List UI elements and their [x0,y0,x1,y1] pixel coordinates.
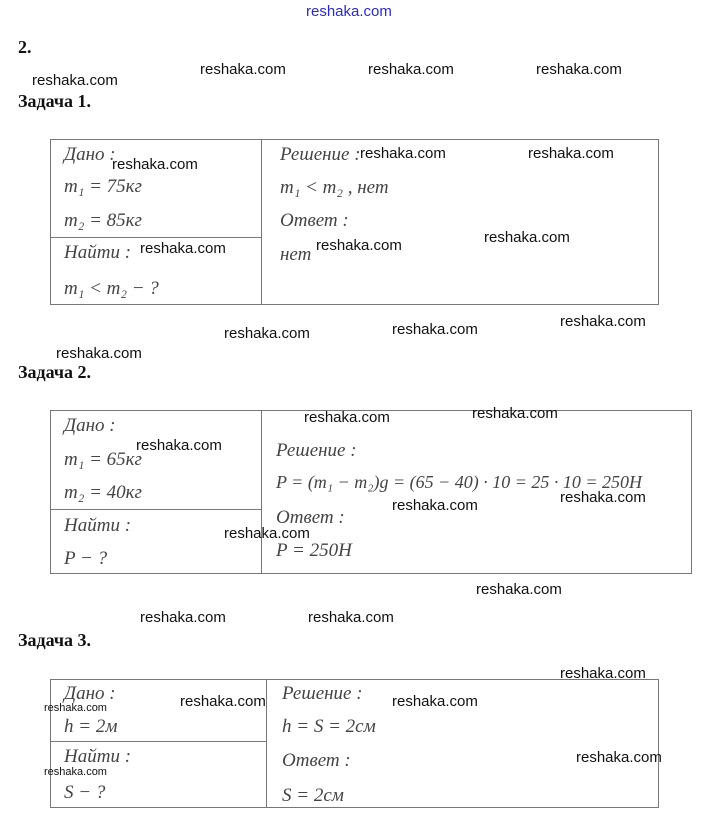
task3-solution-label: Решение : [282,683,363,704]
watermark: reshaka.com [576,749,662,766]
task1-answer-value: нет [280,244,312,265]
watermark: reshaka.com [472,405,558,422]
task1-answer-label: Ответ : [280,210,349,231]
site-link[interactable]: reshaka.com [306,3,392,20]
task1-find-value: m₁ < m₂ − ? [64,278,159,299]
task3-given-label: Дано : [64,683,116,704]
watermark: reshaka.com [528,145,614,162]
task1-find-label: Найти : [64,242,132,263]
task2-given-mass1: m₁ = 65кг [64,449,142,470]
watermark: reshaka.com [316,237,402,254]
watermark: reshaka.com [44,766,107,778]
watermark: reshaka.com [368,61,454,78]
watermark: reshaka.com [560,489,646,506]
task2-find-value: P − ? [64,548,108,569]
watermark: reshaka.com [140,609,226,626]
task3-answer-value: S = 2см [282,785,344,806]
watermark: reshaka.com [32,72,118,89]
task2-answer-label: Ответ : [276,507,345,528]
watermark: reshaka.com [180,693,266,710]
task2-solution-label: Решение : [276,440,357,461]
task2-given-label: Дано : [64,415,116,436]
task3-title: Задача 3. [18,630,92,650]
watermark: reshaka.com [392,321,478,338]
watermark: reshaka.com [140,240,226,257]
watermark: reshaka.com [476,581,562,598]
task3-solution-line: h = S = 2см [282,716,376,737]
watermark: reshaka.com [224,525,310,542]
watermark: reshaka.com [308,609,394,626]
task3-divider [266,679,267,808]
task3-find-label: Найти : [64,746,132,767]
watermark: reshaka.com [560,313,646,330]
watermark: reshaka.com [360,145,446,162]
task2-solution-line: P = (m₁ − m₂)g = (65 − 40) · 10 = 25 · 10 = 250H [276,472,643,492]
watermark: reshaka.com [560,665,646,682]
watermark: reshaka.com [200,61,286,78]
task2-title: Задача 2. [18,362,92,382]
watermark: reshaka.com [56,345,142,362]
task1-given-find-divider [50,237,261,238]
watermark: reshaka.com [392,693,478,710]
task3-find-value: S − ? [64,782,106,803]
task2-given-find-divider [50,509,261,510]
task1-solution-label: Решение : [280,144,361,165]
watermark: reshaka.com [136,437,222,454]
task3-given-find-divider [50,741,266,742]
task1-given-mass2: m₂ = 85кг [64,210,142,231]
watermark: reshaka.com [112,156,198,173]
task2-find-label: Найти : [64,515,132,536]
task3-given-height: h = 2м [64,716,118,737]
task1-title: Задача 1. [18,91,92,111]
watermark: reshaka.com [224,325,310,342]
task2-given-mass2: m₂ = 40кг [64,482,142,503]
task1-given-label: Дано : [64,144,116,165]
watermark: reshaka.com [484,229,570,246]
task1-divider [261,139,262,305]
task1-solution-line: m₁ < m₂ , нет [280,177,389,198]
watermark: reshaka.com [536,61,622,78]
task2-answer-value: P = 250H [276,540,352,561]
task1-given-mass1: m₁ = 75кг [64,176,142,197]
section-number: 2. [18,37,32,57]
watermark: reshaka.com [44,702,107,714]
watermark: reshaka.com [304,409,390,426]
watermark: reshaka.com [392,497,478,514]
task2-divider [261,410,262,574]
task3-answer-label: Ответ : [282,750,351,771]
